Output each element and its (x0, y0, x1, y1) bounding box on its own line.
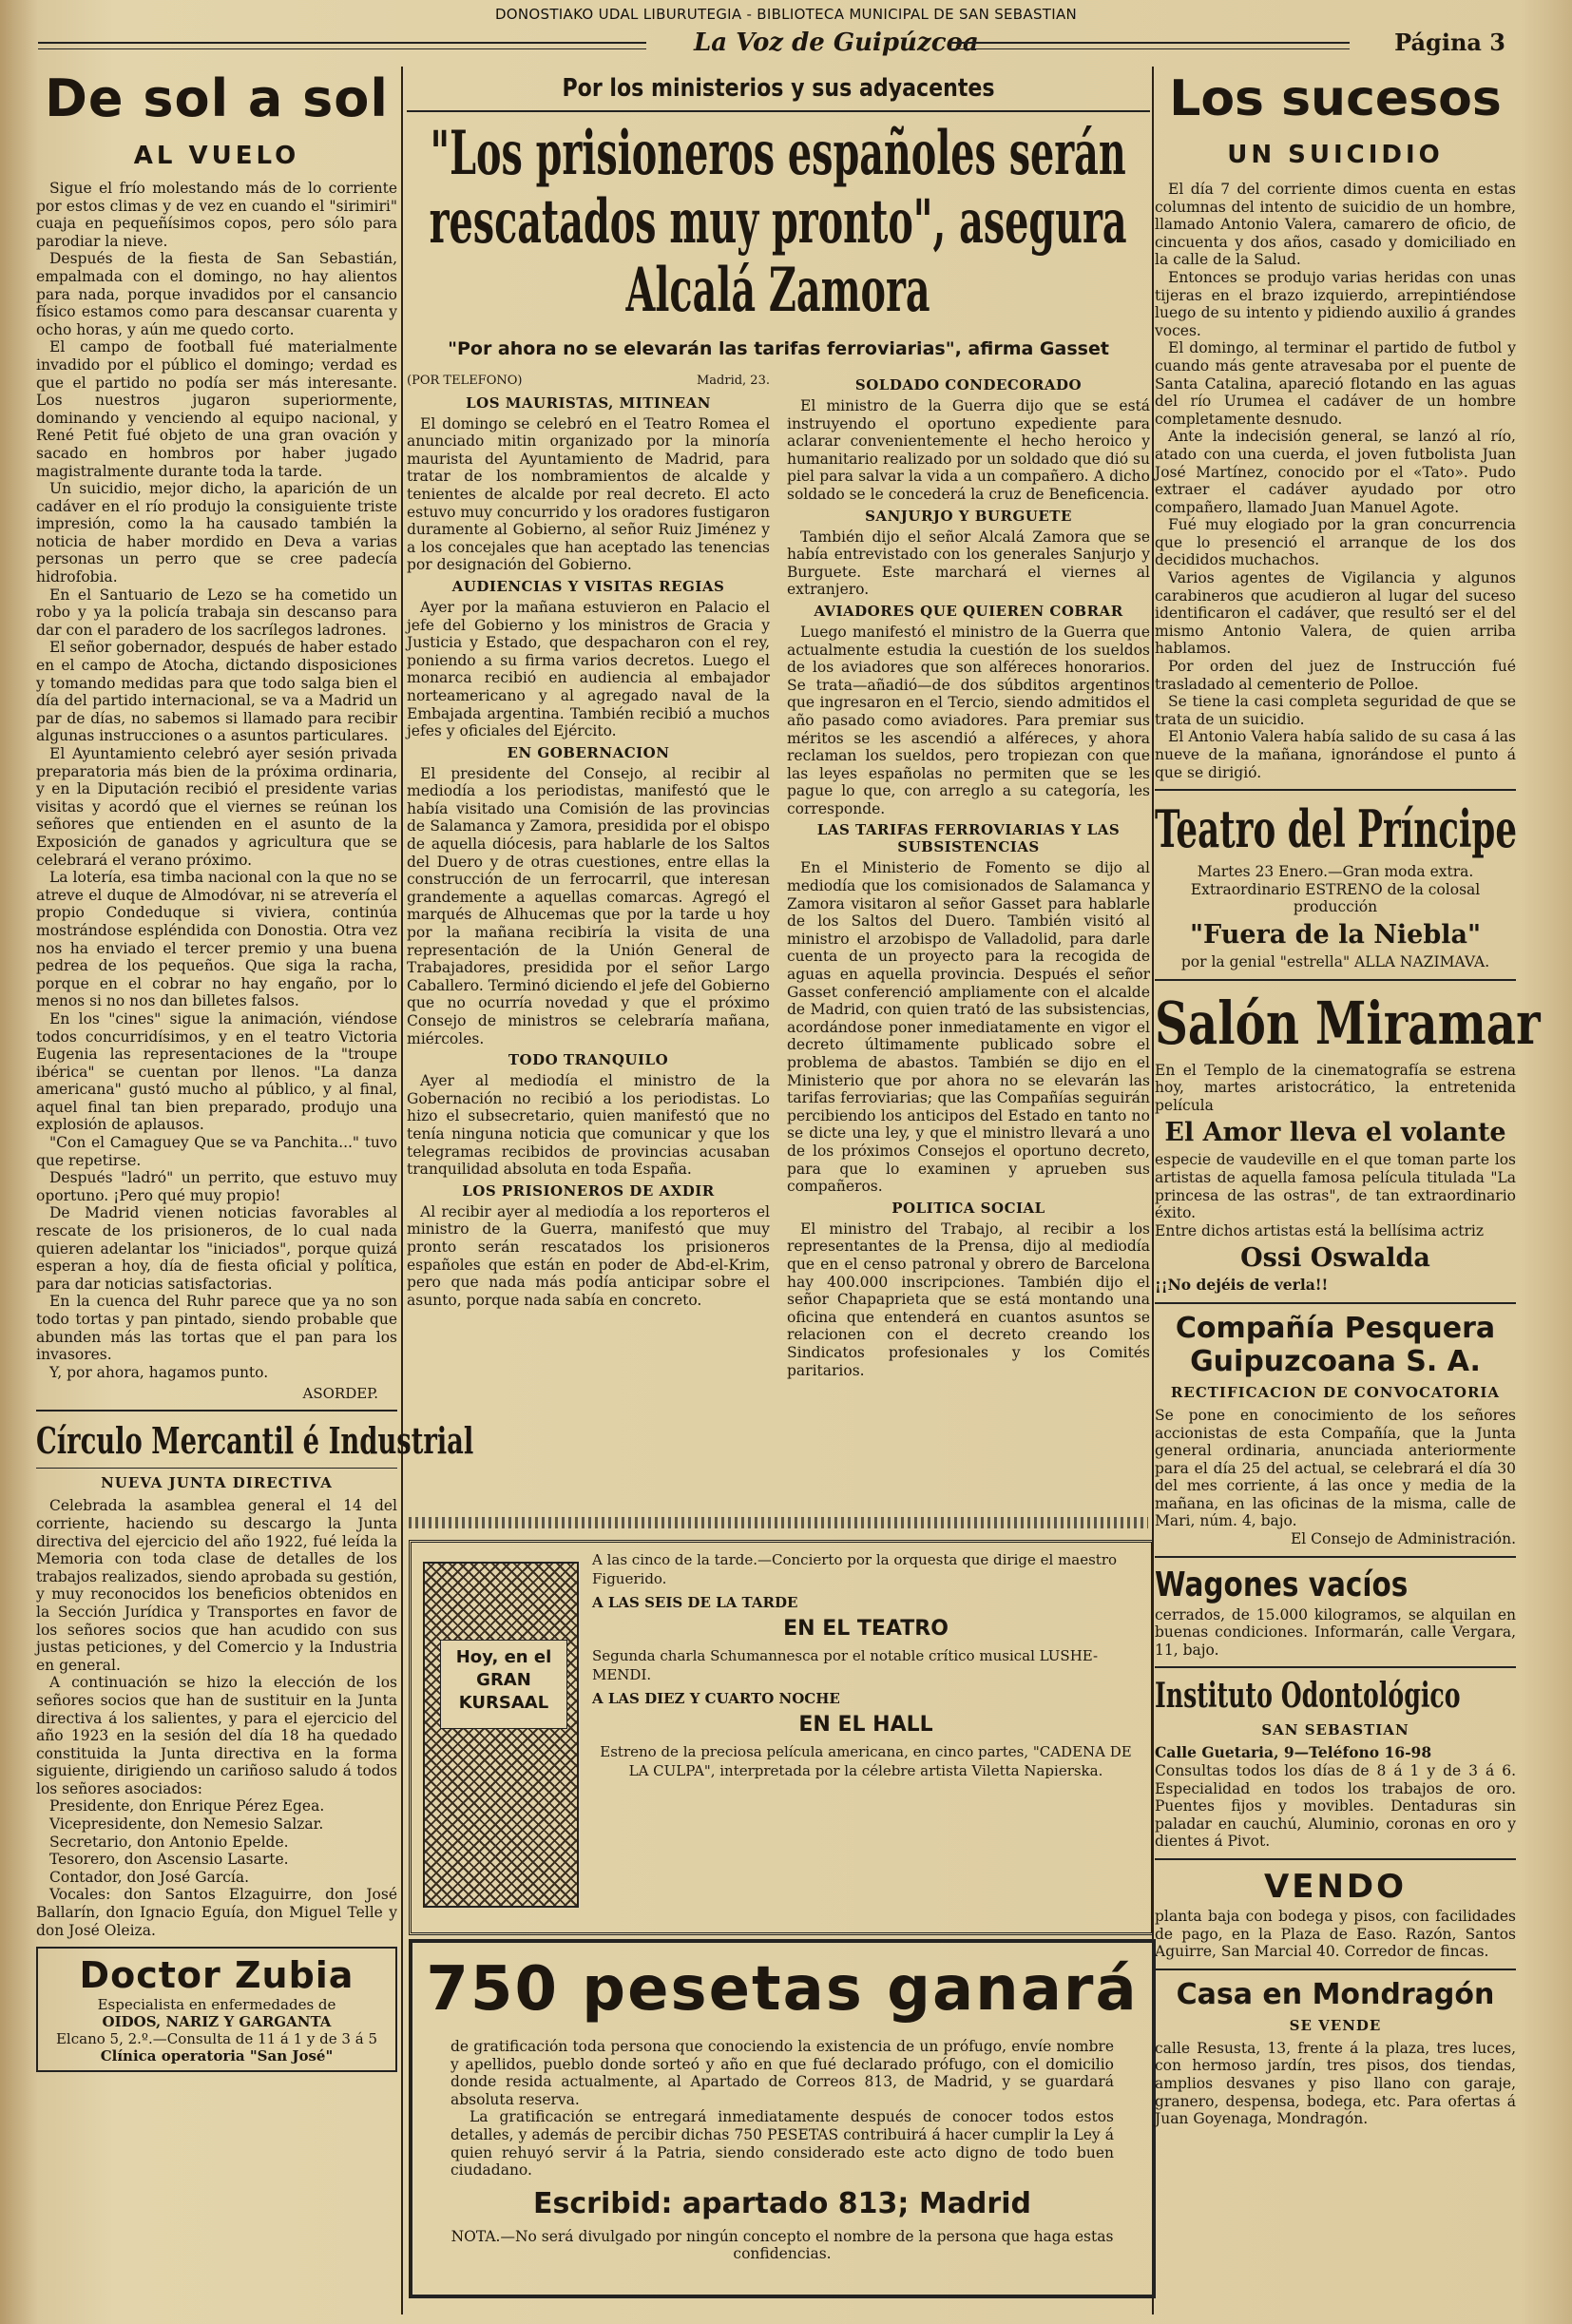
article-paragraph: Sigue el frío molestando más de lo corriente por estos climas y de vez en cuando el "sirimiri" cuaja en pequeñísimos copos, pero sólo para parodiar la nieve. (36, 180, 397, 250)
divider (1155, 1969, 1516, 1970)
article-paragraph: "Con el Camaguey Que se va Panchita..." tuvo que repetirse. (36, 1134, 397, 1169)
circulo-paragraph: Contador, don José García. (49, 1868, 250, 1886)
odonto-address: Calle Guetaria, 9—Teléfono 16-98 (1155, 1743, 1432, 1762)
section-heading: SANJURJO Y BURGUETE (865, 507, 1072, 525)
circulo-subtitle: NUEVA JUNTA DIRECTIVA (101, 1474, 333, 1492)
wagones-title: Wagones vacíos (1155, 1565, 1409, 1604)
zubia-title: Doctor Zubia (79, 1954, 355, 1997)
section-paragraph: En el Ministerio de Fomento se dijo al mediodía que los comisionados de Salamanca y Zamora visitaron al señor Gasset para hablarle de los Saltos del Duero. También visitó al ministro el arzobispo de Valladolid, para darle cuenta de un proyecto para la recogida de aguas en aquella provincia. Después el señor Gasset conferenció ampliamente con el alcalde de Madrid, con quien trató de las subsistencias, acordándose poner inmediatamente en vigor el decreto últimamente publicado sobre el problema de abastos. También se dijo en el Ministerio que por ahora no se elevarán las tarifas ferroviarias; que las Compañías seguirán percibiendo los anticipos del Estado en tanto no se dicte una ley, y que el ministro llevará a uno de los próximos Consejos el oportuno decreto, para que lo examinen y aprueben sus compañeros. (787, 859, 1150, 1196)
divider (36, 1410, 397, 1412)
reward-ad (409, 1939, 1156, 2298)
salon-line: En el Templo de la cinematografía se estrena hoy, martes aristocrático, la entretenida película (1155, 1061, 1516, 1114)
reward-text: de gratificación toda persona que conociendo la existencia de un prófugo, envíe nombre y apellidos, pueblo donde sorteó y año en que fué declarado prófugo, con el domicilio donde resida actualmente, al Apartado de Correos 813, de Madrid, y se guardará absoluta reserva. (451, 2038, 1114, 2108)
teatro-line: Martes 23 Enero.—Gran moda extra. (1197, 863, 1474, 881)
zubia-line: Clínica operatoria "San José" (100, 2047, 334, 2065)
kursaal-ad (409, 1540, 1154, 1935)
reward-note: NOTA.—No será divulgado por ningún concepto el nombre de la persona que haga estas confidencias. (451, 2227, 1114, 2263)
section-heading: TODO TRANQUILO (508, 1051, 669, 1069)
section-paragraph: Ayer por la mañana estuvieron en Palacio el jefe del Gobierno y los ministros de Gracia y Justicia y Estado, que despacharon con el rey, poniendo a su firma varios decretos. Luego el monarca recibió en audiencia al embajador norteamericano y al agregado naval de la Embajada argentina. También recibió a muchos jefes y oficiales del Ejército. (407, 598, 770, 740)
divider (1155, 1858, 1516, 1860)
section-paragraph: Luego manifestó el ministro de la Guerra que actualmente estudia la cuestión de los sueldos de los aviadores que son alféreces honorarios. Se trata—añadió—de dos súbditos argentinos que ingresaron en el Tercio, siendo admitidos el año pasado como aviadores. Para premiar sus méritos se les ascendió a alféreces, y ahora reclaman los sueldos, pero tropiezan con que las leyes españolas no permiten que se les pague lo que, con arreglo a su categoría, les corresponde. (787, 623, 1150, 817)
article-paragraph: Después "ladró" un perrito, que estuvo muy oportuno. ¡Pero qué muy propio! (36, 1169, 397, 1204)
newspaper-name: La Voz de Guipúzcoa (694, 29, 979, 57)
salon-line: especie de vaudeville en el que toman parte los artistas de aquella famosa película titulada "La princesa de las ostras", de tan extraordinario éxito. (1155, 1151, 1516, 1222)
divider (1155, 1556, 1516, 1558)
kursaal-line: Estreno de la preciosa película americana, en cinco partes, "CADENA DE LA CULPA", interpretada por la célebre artista Viletta Napierska. (600, 1743, 1132, 1779)
dateline: Madrid, 23. (696, 374, 770, 388)
section-heading: AVIADORES QUE QUIEREN COBRAR (814, 602, 1123, 620)
kicker: Por los ministerios y sus adyacentes (562, 74, 995, 103)
section-paragraph: Ayer al mediodía el ministro de la Gobernación no recibió a los periodistas. Lo hizo el subsecretario, quien manifestó que no tenía ninguna noticia que comunicar y que los telegramas recibidos de provincias acusaban tranquilidad absoluta en toda España. (407, 1072, 770, 1179)
kursaal-line: Segunda charla Schumannesca por el notable crítico musical LUSHE-MENDI. (592, 1647, 1099, 1683)
deck: "Por ahora no se elevarán las tarifas ferroviarias", afirma Gasset (448, 338, 1109, 359)
section-paragraph: El domingo se celebró en el Teatro Romea el anunciado mitin organizado por la minoría maurista del Ayuntamiento de Madrid, para tratar de los nombramientos de alcalde y tenientes de alcalde por real decreto. El acto estuvo muy concurrido y los oradores fustigaron duramente al Gobierno, al señor Ruiz Jiménez y a los concejales que han aceptado las tenencias por designación del Gobierno. (407, 414, 770, 574)
divider (1155, 979, 1516, 981)
section-paragraph: El ministro de la Guerra dijo que se está instruyendo el oportuno expediente para aclarar convenientemente el hecho heroico y humanitario realizado por un soldado que dió su piel para salvar la vida a un compañero. A dicho soldado se le concederá la cruz de Beneficencia. (787, 397, 1150, 503)
signature: ASORDEP. (302, 1385, 378, 1403)
odonto-title: Instituto Odontológico (1155, 1676, 1461, 1717)
divider (407, 110, 1150, 112)
teatro-line: Extraordinario ESTRENO de la colosal producción (1190, 880, 1481, 916)
article-paragraph: Fué muy elogiado por la gran concurrencia que lo presenció el arranque de los dos decididos muchachos. (1155, 516, 1516, 569)
section-paragraph: El presidente del Consejo, al recibir al mediodía a los periodistas, manifestó que le había visitado una Comisión de las provincias de Salamanca y Zamora, presidida por el obispo de aquella diócesis, para hablarle de los Saltos del Duero y de otras cuestiones, entre ellas la construcción de un ferrocarril, que interesan grandemente a aquellas comarcas. Agregó el marqués de Alhucemas que por la tarde u hoy por la mañana recibiría la visita de una representación de la Unión General de Trabajadores, presidida por el señor Largo Caballero. Terminó diciendo el jefe del Gobierno que no ocurría novedad y que el próximo Consejo de ministros se celebraría mañana, miércoles. (407, 764, 770, 1047)
article-paragraph: El Antonio Valera había salido de su casa á las nueve de la mañana, ignorándose el punto á que se dirigió. (1155, 728, 1516, 781)
divider (1155, 1302, 1516, 1304)
article-paragraph: Varios agentes de Vigilancia y algunos carabineros que acudieron al lugar del suceso identificaron el cadáver, que resultó ser el del mismo Antonio Valera, de quien arriba hablamos. (1155, 569, 1516, 658)
teatro-film: "Fuera de la Niebla" (1189, 919, 1482, 950)
article-paragraph: Ante la indecisión general, se lanzó al río, atado con una cuerda, el joven futbolista Juan José Martínez, conocido por el «Tato». Pudo extraer el cadáver ayudado por otro compañero, llamado Juan Manuel Agote. (1155, 428, 1516, 516)
kursaal-label: Hoy, en el GRAN KURSAAL (440, 1640, 567, 1729)
zubia-line: OIDOS, NARIZ Y GARGANTA (102, 2013, 332, 2031)
header-rule-right (950, 42, 1350, 49)
divider (1155, 789, 1516, 791)
vendo-title: VENDO (1263, 1868, 1408, 1906)
article-paragraph: El campo de football fué materialmente invadido por el público el domingo; verdad es que el partido no podía ser más interesante. Los nuestros jugaron superiormente, dominando y venciendo al equipo nacional, y René Petit fué objeto de una gran ovación y sacado en hombros por haber jugado magistralmente durante toda la tarde. (36, 338, 397, 480)
article-paragraph: En los "cines" sigue la animación, viéndose todos concurridísimos, y en el teatro Victoria Eugenia las representaciones de la "troupe ibérica" se cuentan por llenos. "La danza americana" gustó mucho al público, y al final, aquel final tan bien preparado, produjo una explosión de aplausos. (36, 1009, 397, 1134)
article-paragraph: Y, por ahora, hagamos punto. (49, 1363, 269, 1381)
kursaal-time: A LAS DIEZ Y CUARTO NOCHE (592, 1690, 840, 1707)
section-heading: LAS TARIFAS FERROVIARIAS Y LAS SUBSISTENCIAS (816, 821, 1121, 856)
vendo-text: planta baja con bodega y pisos, con facilidades de pago, en la Plaza de Easo. Razón, Santos Aguirre, San Marcial 40. Corredor de fincas. (1155, 1908, 1516, 1961)
article-paragraph: Después de la fiesta de San Sebastián, empalmada con el domingo, no hay alientos para nada, porque invadidos por el cansancio físico estamos como para descansar cuarenta y ocho horas, y aún me quedo corto. (36, 250, 397, 338)
article-paragraph: Por orden del juez de Instrucción fué trasladado al cementerio de Polloe. (1155, 658, 1516, 693)
article-paragraph: Se tiene la casi completa seguridad de que se trata de un suicidio. (1155, 693, 1516, 728)
byline: (POR TELEFONO) (407, 374, 523, 388)
kursaal-line: A las cinco de la tarde.—Concierto por la orquesta que dirige el maestro Figuerido. (592, 1551, 1118, 1587)
article-paragraph: Un suicidio, mejor dicho, la aparición de un cadáver en el río produjo la consiguiente triste impresión, como la ha causado también la noticia de haber mordido en Deva a varias personas un perro que se cree padecía hidrofobia. (36, 480, 397, 586)
reward-text: La gratificación se entregará inmediatamente después de conocer todos estos detalles, y además de percibir dichas 750 PESETAS contribuirá á hacer cumplir la Ley á quien rehuyó servir á la Patria, siendo considerado este acto digno de todo buen ciudadano. (451, 2108, 1114, 2180)
section-heading: LOS MAURISTAS, MITINEAN (466, 394, 711, 412)
teatro-title: Teatro del Príncipe (1155, 798, 1518, 860)
pesquera-title: Compañía Pesquera Guipuzcoana S. A. (1175, 1311, 1496, 1378)
library-banner: DONOSTIAKO UDAL LIBURUTEGIA - BIBLIOTECA MUNICIPAL DE SAN SEBASTIAN (494, 6, 1078, 23)
section-heading: LOS PRISIONEROS DE AXDIR (462, 1181, 715, 1200)
casa-title: Casa en Mondragón (1176, 1977, 1495, 2011)
wagones-text: cerrados, de 15.000 kilogramos, se alquilan en buenas condiciones. Informarán, calle Vergara, 11, bajo. (1155, 1605, 1516, 1659)
section-paragraph: Al recibir ayer al mediodía a los reporteros el ministro de la Guerra, manifestó que muy pronto serán rescatados los prisioneros españoles que están en poder de Abd-el-Krim, pero que nada más podía anticipar sobre el asunto, porque nada sabía en concreto. (407, 1202, 770, 1309)
circulo-body (36, 1497, 397, 1939)
article-paragraph: El día 7 del corriente dimos cuenta en estas columnas del intento de suicidio de un hombre, llamado Antonio Valera, camarero de oficio, de cincuenta y dos años, casado y domiciliado en la calle de la Salud. (1155, 181, 1516, 269)
section-subtitle: AL VUELO (133, 142, 300, 170)
divider (36, 1468, 397, 1469)
article-column (787, 373, 1150, 1379)
section-title: De sol a sol (45, 68, 389, 128)
reward-call: Escribid: apartado 813; Madrid (533, 2186, 1031, 2220)
ornament-rule (409, 1517, 1148, 1528)
salon-film: El Amor lleva el volante (1164, 1118, 1506, 1148)
circulo-paragraph: Tesorero, don Ascensio Lasarte. (49, 1851, 289, 1869)
teatro-line: por la genial "estrella" ALLA NAZIMAVA. (1180, 952, 1490, 970)
circulo-paragraph: Celebrada la asamblea general el 14 del corriente, haciendo su descargo la Junta directiva del ejercicio del año 1922, fué leída la Memoria con toda clase de detalles de los trabajos realizados, siendo aprobada su gestión, y muy reconocidos los beneficios obtenidos en la Sección Jurídica y Transportes en favor de los señores socios que han acudido con sus justas peticiones, y del Comercio y la Industria en general. (36, 1497, 398, 1674)
page-number: Página 3 (1394, 29, 1505, 56)
salon-star: Ossi Oswalda (1240, 1243, 1430, 1274)
odonto-text: Consultas todos los días de 8 á 1 y de 3 á 6. Especialidad en todos los trabajos de oro. Puentes fijos y movibles. Dentaduras sin paladar en cauchú, Aluminio, coronas en oro y dientes á Pivot. (1155, 1762, 1516, 1851)
zubia-ad (36, 1947, 397, 2072)
main-headline: "Los prisioneros españoles serán rescatados muy pronto", asegura Alcalá Zamora (429, 118, 1128, 326)
section-heading: SOLDADO CONDECORADO (854, 376, 1083, 394)
salon-line: Entre dichos artistas está la bellísima actriz (1155, 1221, 1485, 1239)
article-paragraph: El domingo, al terminar el partido de futbol y cuando más gente atravesaba por el puente de Santa Catalina, apareció flotando en las aguas del río Urumea el cadáver de un hombre completamente desnudo. (1155, 339, 1516, 428)
article-paragraph: La lotería, esa timba nacional con la que no se atreve el duque de Almodóvar, ni se atrevería el propio Condeduque si viviera, continúa mostrándose espléndida con Donostia. Otra vez nos ha enviado el tercer premio y una buena pedrea de los pequeños. Que siga la racha, porque en el cobrar no hay engaño, por lo menos si no nos dan billetes falsos. (36, 869, 397, 1010)
kursaal-program (592, 1550, 1140, 1780)
section-heading: EN GOBERNACION (507, 743, 670, 761)
circulo-paragraph: Vocales: don Santos Elzaguirre, don José Ballarín, don Ignacio Eguía, don Miguel Telle y don José Oleiza. (36, 1886, 397, 1939)
kursaal-venue: EN EL TEATRO (783, 1617, 949, 1641)
article-paragraph: De Madrid vienen noticias favorables al rescate de los prisioneros, de lo cual nada quieren adelantar los "iniciados", porque quizá esperan a hoy, día de fiesta oficial y política, para dar noticias satisfactorias. (36, 1204, 397, 1293)
kursaal-time: A LAS SEIS DE LA TARDE (592, 1594, 798, 1611)
article-paragraph: Entonces se produjo varias heridas con unas tijeras en el brazo izquierdo, arrepintiéndose luego de su intento y pidiendo auxilio á grandes voces. (1155, 268, 1516, 339)
divider (1155, 1666, 1516, 1668)
odonto-subtitle: SAN SEBASTIAN (1261, 1721, 1409, 1739)
reward-title: 750 pesetas ganará (426, 1954, 1139, 2025)
kursaal-venue: EN EL HALL (798, 1713, 933, 1737)
section-title: Los sucesos (1169, 70, 1502, 127)
article-paragraph: En el Santuario de Lezo se ha cometido un robo y ya la policía trabaja sin descanso para dar con el paradero de los sacrílegos ladrones. (36, 586, 397, 639)
section-heading: POLITICA SOCIAL (891, 1199, 1045, 1217)
article-paragraph: El Ayuntamiento celebró ayer sesión privada preparatoria más bien de la próxima ordinaria, y en la Diputación recibió el presidente varias visitas y acordó que el viernes se reúnan los señores que entienden en el asunto de la Exposición de ganados y agricultura que se celebrará el verano próximo. (36, 745, 397, 869)
column-divider (401, 67, 403, 2314)
zubia-line: Elcano 5, 2.º.—Consulta de 11 á 1 y de 3 á 5 (55, 2030, 377, 2048)
article-paragraph: En la cuenca del Ruhr parece que ya no son todo tortas y pan pintado, siendo probable que abunden más las tortas que el pan para los invasores. (36, 1293, 397, 1364)
column-right (1155, 65, 1541, 2314)
circulo-paragraph: Secretario, don Antonio Epelde. (49, 1833, 289, 1851)
circulo-paragraph: Vicepresidente, don Nemesio Salzar. (49, 1815, 324, 1834)
section-paragraph: También dijo el señor Alcalá Zamora que se había entrevistado con los generales Sanjurjo y Burguete. Este marchará el viernes al extranjero. (787, 528, 1150, 599)
circulo-title: Círculo Mercantil é Industrial (36, 1419, 474, 1463)
pesquera-text: Se pone en conocimiento de los señores accionistas de esta Compañía, que la Junta general ordinaria, anunciada anteriormente para el día 25 del actual, se celebrará el día 30 del mes corriente, á las once y media de la mañana, en las oficinas de la misma, calle de Mari, núm. 4, bajo. (1155, 1406, 1516, 1530)
zubia-line: Especialista en enfermedades de (97, 1996, 336, 2014)
page-header (38, 29, 1543, 57)
section-paragraph: El ministro del Trabajo, al recibir a los representantes de la Prensa, dijo al mediodía que en el censo patronal y obrero de Barcelona hay 400.000 inscripciones. También dijo el señor Chapaprieta que se está montando una oficina que entenderá en cuantos asuntos se relacionen con el decreto creando los Sindicatos profesionales y los Comités paritarios. (787, 1220, 1150, 1379)
pesquera-signature: El Consejo de Administración. (1290, 1530, 1516, 1548)
casa-text: calle Resusta, 13, frente á la plaza, tres luces, con hermoso jardín, tres pisos, dos tiendas, amplios desvanes y piso llano con garaje, granero, despensa, bodega, etc. Para ofertas á Juan Goyenaga, Mondragón. (1155, 2039, 1516, 2128)
kursaal-ornament (423, 1562, 579, 1908)
article-paragraph: El señor gobernador, después de haber estado en el campo de Atocha, dictando disposiciones y tomando medidas para que todo salga bien el día del partido internacional, se va a Madrid un par de días, no sabemos si llamado para recibir algunas instrucciones o a asuntos particulares. (36, 639, 397, 745)
article-body (36, 180, 397, 1381)
salon-line: ¡¡No dejéis de verla!! (1155, 1276, 1329, 1295)
header-rule-left (38, 42, 646, 49)
pesquera-subtitle: RECTIFICACION DE CONVOCATORIA (1170, 1383, 1501, 1401)
casa-subtitle: SE VENDE (1289, 2016, 1382, 2034)
section-heading: AUDIENCIAS Y VISITAS REGIAS (451, 577, 725, 595)
circulo-paragraph: A continuación se hizo la elección de los señores socios que han de sustituir en la Junta directiva á los salientes, y para el ejercicio del año 1923 en la sesión del día 18 ha quedado constituida la Junta directiva en la forma siguiente, dirigiendo un cariñoso saludo á todos los señores asociados: (36, 1674, 397, 1797)
circulo-paragraph: Presidente, don Enrique Pérez Egea. (49, 1797, 325, 1815)
article-columns (407, 373, 1150, 1379)
salon-title: Salón Miramar (1155, 988, 1541, 1058)
article-body (1155, 181, 1516, 781)
article-column (407, 373, 770, 1379)
section-subtitle: UN SUICIDIO (1227, 141, 1444, 169)
